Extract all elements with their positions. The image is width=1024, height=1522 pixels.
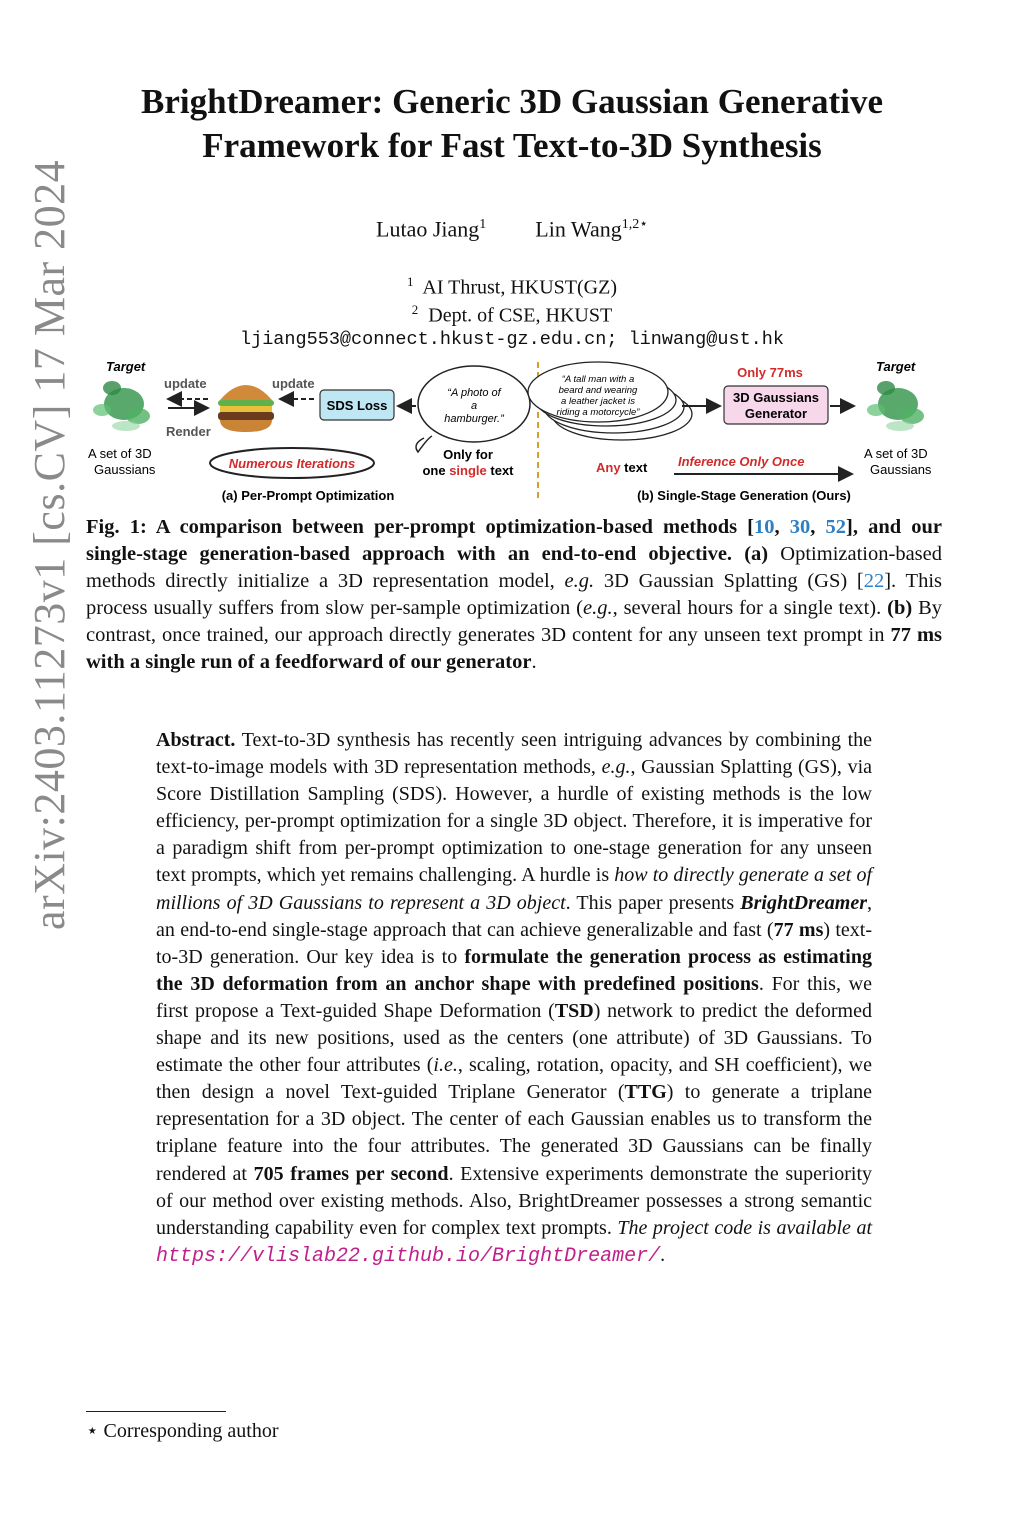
fig-label-a: (a) Per-Prompt Optimization: [221, 488, 395, 503]
brand-name: BrightDreamer: [740, 891, 867, 914]
fig-only-for-2: one single text: [422, 463, 514, 478]
author-1-sup: 1: [479, 217, 487, 232]
fig-prompt-b-3: a leather jacket is: [561, 396, 635, 407]
fig-update-right: update: [272, 376, 315, 391]
hamburger-image: [218, 385, 274, 432]
author-2-sup: 1,2⋆: [621, 217, 648, 232]
fig-target-right: Target: [876, 359, 916, 374]
fig-gaussians-right-2: Gaussians: [870, 462, 932, 477]
arxiv-side-stamp: arXiv:2403.11273v1 [cs.CV] 17 Mar 2024: [25, 159, 74, 930]
fig-target-left: Target: [106, 359, 146, 374]
author-1-name: Lutao Jiang: [376, 216, 480, 242]
fig-gaussians-left-2: Gaussians: [94, 462, 156, 477]
fig-gaussians-left-1: A set of 3D: [88, 446, 152, 461]
cite-22[interactable]: 22: [863, 570, 885, 592]
fig-inference-once: Inference Only Once: [678, 454, 805, 469]
fig-prompt-a-3: hamburger.”: [444, 413, 504, 425]
fig-prompt-b-2: beard and wearing: [558, 385, 638, 396]
fig-any-text: Any text: [596, 460, 648, 475]
paper-title: [60, 80, 964, 168]
fig-prompt-b-4: riding a motorcycle”: [556, 407, 640, 418]
project-url-link[interactable]: https://vlislab22.github.io/BrightDreamer/: [156, 1244, 661, 1268]
cite-52[interactable]: 52: [825, 516, 847, 538]
footnote-rule: [86, 1411, 226, 1412]
affiliation-2: $^2$ Dept. of CSE, HKUST: [411, 302, 613, 327]
fig-only-for-1: Only for: [443, 447, 493, 462]
fig-render: Render: [166, 424, 211, 439]
author-2-name: Lin Wang: [535, 216, 622, 242]
figure-1: [82, 352, 948, 512]
fig-generator-2: Generator: [744, 406, 808, 421]
fig-generator-1: 3D Gaussians: [733, 390, 819, 405]
figure-caption: Fig. 1: A comparison between per-prompt optimization-based methods [10, 30, 52], and our single-stage generation-based approach with an end-to-end objective. (a) Optimization-based methods directly initialize a 3D representation model, e.g. 3D Gaussian Splatting (GS) [22]. This process usually suffers from slow per-sample optimization (e.g., several hours for a single text). (b) By contrast, once trained, our approach directly generates 3D content for any unseen text prompt in 77 ms with a single run of a feedforward of our generator.: [86, 516, 943, 673]
author-emails: ljiang553@connect.hkust-gz.edu.cn; linwang@ust.hk: [240, 329, 784, 350]
title-line-2: Framework for Fast Text-to-3D Synthesis: [202, 126, 822, 165]
affiliation-1: $^1$ AI Thrust, HKUST(GZ): [406, 274, 617, 299]
cite-10[interactable]: 10: [754, 516, 775, 538]
cite-30[interactable]: 30: [789, 516, 811, 538]
fig-only-77ms: Only 77ms: [737, 365, 803, 380]
fig-sds-loss: SDS Loss: [326, 398, 388, 413]
gaussian-figure-right: [867, 381, 924, 431]
fig-gaussians-right-1: A set of 3D: [864, 446, 928, 461]
gaussian-figure-left: [93, 381, 150, 431]
fig-update-left: update: [164, 376, 207, 391]
footnote: ⋆ Corresponding author: [86, 1420, 279, 1442]
fig-prompt-b-1: “A tall man with a: [561, 374, 635, 385]
fig-prompt-a-1: “A photo of: [447, 387, 501, 399]
fig-prompt-a-2: a: [470, 400, 478, 412]
abstract-heading: Abstract.: [156, 729, 236, 751]
fig-numerous-iterations: Numerous Iterations: [228, 456, 356, 471]
title-line-1: BrightDreamer: Generic 3D Gaussian Generative: [141, 82, 883, 121]
fig-label-b: (b) Single-Stage Generation (Ours): [637, 488, 851, 503]
author-list: [60, 216, 964, 242]
abstract: Abstract. Text-to-3D synthesis has recently seen intriguing advances by combining the text-to-image models with 3D representation methods, e.g., Gaussian Splatting (GS), via Score Distillation Sampling (SDS). However, a hurdle of existing methods is the low efficiency, per-prompt optimization for a single 3D object. Therefore, it is imperative for a paradigm shift from per-prompt optimization to one-stage generation for any unseen text prompts, which yet remains challenging. A hurdle is how to directly generate a set of millions of 3D Gaussians to represent a 3D object. This paper presents BrightDreamer, an end-to-end single-stage approach that can achieve generalizable and fast (77 ms) text-to-3D generation. Our key idea is to formulate the generation process as estimating the 3D deformation from an anchor shape with predefined positions. For this, we first propose a Text-guided Shape Deformation (TSD) network to predict the deformed shape and its new positions, used as the centers (one attribute) of 3D Gaussians. To estimate the other four attributes (i.e., scaling, rotation, opacity, and SH coefficient), we then design a novel Text-guided Triplane Generator (TTG) to generate a triplane representation for a 3D object. The center of each Gaussian enables us to transform the triplane feature into the four attributes. The generated 3D Gaussians can be finally rendered at 705 frames per second. Extensive experiments demonstrate the superiority of our method over existing methods. Also, BrightDreamer possesses a strong semantic understanding capability even for complex text prompts. The project code is available at https://vlislab22.github.io/BrightDreamer/.: [156, 729, 873, 1268]
